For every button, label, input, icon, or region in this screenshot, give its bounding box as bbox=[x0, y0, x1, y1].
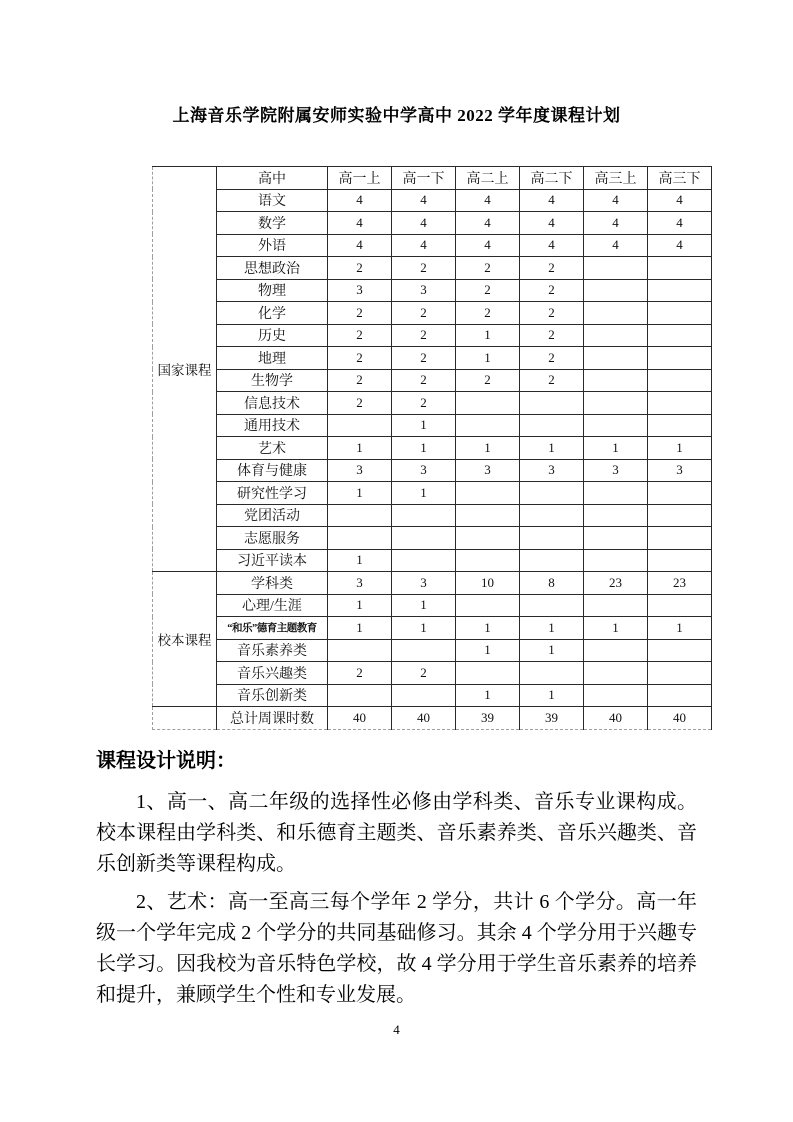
value-cell bbox=[648, 257, 712, 280]
course-name-cell: 语文 bbox=[217, 189, 328, 212]
value-cell: 2 bbox=[456, 369, 520, 392]
value-cell: 2 bbox=[520, 369, 584, 392]
value-cell: 2 bbox=[456, 302, 520, 325]
value-cell bbox=[648, 639, 712, 662]
total-value-cell: 40 bbox=[584, 707, 648, 730]
value-cell: 2 bbox=[328, 369, 392, 392]
value-cell: 1 bbox=[520, 617, 584, 640]
table-row bbox=[153, 392, 712, 415]
value-cell: 2 bbox=[392, 257, 456, 280]
course-name-cell: “和乐”德育主题教育 bbox=[217, 617, 328, 640]
value-cell bbox=[648, 594, 712, 617]
course-name-cell: 生物学 bbox=[217, 369, 328, 392]
value-cell: 2 bbox=[520, 302, 584, 325]
table-row bbox=[153, 234, 712, 257]
value-cell bbox=[648, 279, 712, 302]
value-cell: 1 bbox=[456, 347, 520, 370]
value-cell: 2 bbox=[392, 324, 456, 347]
course-name-cell: 志愿服务 bbox=[217, 527, 328, 550]
value-cell bbox=[648, 302, 712, 325]
header-cell: 高一上 bbox=[328, 167, 392, 190]
value-cell bbox=[328, 639, 392, 662]
course-name-cell: 化学 bbox=[217, 302, 328, 325]
table-row bbox=[153, 504, 712, 527]
table-row bbox=[153, 459, 712, 482]
value-cell: 4 bbox=[648, 189, 712, 212]
value-cell bbox=[648, 527, 712, 550]
value-cell bbox=[456, 662, 520, 685]
value-cell bbox=[584, 414, 648, 437]
course-name-cell: 地理 bbox=[217, 347, 328, 370]
table-row bbox=[153, 279, 712, 302]
course-name-cell: 音乐创新类 bbox=[217, 684, 328, 707]
course-name-cell: 物理 bbox=[217, 279, 328, 302]
value-cell bbox=[328, 527, 392, 550]
note-paragraph-1: 1、高一、高二年级的选择性必修由学科类、音乐专业课构成。校本课程由学科类、和乐德育主题类、音乐素养类、音乐兴趣类、音乐创新类等课程构成。 bbox=[96, 791, 697, 875]
value-cell: 2 bbox=[392, 392, 456, 415]
value-cell: 1 bbox=[520, 684, 584, 707]
value-cell bbox=[520, 549, 584, 572]
header-cell: 高二上 bbox=[456, 167, 520, 190]
value-cell: 1 bbox=[584, 617, 648, 640]
table-row bbox=[153, 527, 712, 550]
course-name-cell: 通用技术 bbox=[217, 414, 328, 437]
value-cell: 2 bbox=[392, 369, 456, 392]
value-cell: 4 bbox=[392, 189, 456, 212]
value-cell: 4 bbox=[392, 212, 456, 235]
value-cell: 3 bbox=[648, 459, 712, 482]
value-cell bbox=[584, 639, 648, 662]
table-row bbox=[153, 617, 712, 640]
page-number: 4 bbox=[393, 1022, 400, 1037]
header-cell: 高三下 bbox=[648, 167, 712, 190]
course-name-cell: 党团活动 bbox=[217, 504, 328, 527]
value-cell: 4 bbox=[584, 234, 648, 257]
group-cell-national: 国家课程 bbox=[153, 167, 217, 572]
total-value-cell: 40 bbox=[648, 707, 712, 730]
value-cell: 2 bbox=[456, 257, 520, 280]
value-cell: 1 bbox=[328, 549, 392, 572]
course-name-cell: 思想政治 bbox=[217, 257, 328, 280]
value-cell bbox=[584, 392, 648, 415]
table-row bbox=[153, 414, 712, 437]
value-cell: 1 bbox=[520, 639, 584, 662]
value-cell: 3 bbox=[392, 459, 456, 482]
table-row bbox=[153, 369, 712, 392]
value-cell: 10 bbox=[456, 572, 520, 595]
value-cell bbox=[584, 662, 648, 685]
curriculum-table-body bbox=[153, 167, 712, 730]
value-cell bbox=[392, 504, 456, 527]
table-row bbox=[153, 594, 712, 617]
table-row bbox=[153, 572, 712, 595]
value-cell: 4 bbox=[520, 234, 584, 257]
value-cell: 23 bbox=[648, 572, 712, 595]
table-row bbox=[153, 639, 712, 662]
value-cell bbox=[456, 482, 520, 505]
value-cell: 4 bbox=[584, 212, 648, 235]
value-cell bbox=[648, 504, 712, 527]
value-cell bbox=[328, 414, 392, 437]
value-cell bbox=[520, 392, 584, 415]
value-cell: 1 bbox=[648, 617, 712, 640]
value-cell bbox=[520, 662, 584, 685]
value-cell: 1 bbox=[392, 414, 456, 437]
course-name-cell: 信息技术 bbox=[217, 392, 328, 415]
course-name-cell: 体育与健康 bbox=[217, 459, 328, 482]
document-title: 上海音乐学院附属安师实验中学高中 2022 学年度课程计划 bbox=[172, 106, 621, 125]
course-name-cell: 学科类 bbox=[217, 572, 328, 595]
value-cell: 1 bbox=[328, 617, 392, 640]
value-cell bbox=[648, 414, 712, 437]
value-cell bbox=[584, 324, 648, 347]
value-cell bbox=[520, 527, 584, 550]
value-cell: 2 bbox=[328, 324, 392, 347]
table-row bbox=[153, 347, 712, 370]
value-cell bbox=[584, 369, 648, 392]
value-cell: 3 bbox=[328, 279, 392, 302]
value-cell bbox=[520, 414, 584, 437]
value-cell bbox=[456, 414, 520, 437]
value-cell bbox=[584, 684, 648, 707]
value-cell: 1 bbox=[392, 482, 456, 505]
value-cell: 2 bbox=[392, 662, 456, 685]
value-cell: 4 bbox=[456, 234, 520, 257]
value-cell bbox=[648, 347, 712, 370]
table-row bbox=[153, 437, 712, 460]
value-cell bbox=[392, 684, 456, 707]
value-cell: 1 bbox=[456, 324, 520, 347]
value-cell: 1 bbox=[328, 437, 392, 460]
value-cell: 1 bbox=[328, 482, 392, 505]
notes-section bbox=[96, 746, 697, 1018]
value-cell: 1 bbox=[456, 437, 520, 460]
total-value-cell: 40 bbox=[392, 707, 456, 730]
total-label-cell: 总计周课时数 bbox=[217, 707, 328, 730]
value-cell: 2 bbox=[328, 347, 392, 370]
table-row bbox=[153, 212, 712, 235]
value-cell bbox=[584, 527, 648, 550]
value-cell: 3 bbox=[520, 459, 584, 482]
value-cell: 2 bbox=[520, 279, 584, 302]
table-row bbox=[153, 167, 712, 190]
value-cell: 1 bbox=[392, 617, 456, 640]
value-cell: 1 bbox=[392, 594, 456, 617]
value-cell: 1 bbox=[456, 639, 520, 662]
value-cell bbox=[648, 392, 712, 415]
value-cell bbox=[648, 549, 712, 572]
value-cell: 1 bbox=[648, 437, 712, 460]
value-cell bbox=[392, 549, 456, 572]
value-cell: 2 bbox=[328, 392, 392, 415]
value-cell bbox=[584, 302, 648, 325]
value-cell: 4 bbox=[584, 189, 648, 212]
value-cell bbox=[584, 482, 648, 505]
value-cell: 4 bbox=[648, 234, 712, 257]
table-row bbox=[153, 302, 712, 325]
value-cell: 4 bbox=[456, 189, 520, 212]
course-name-cell: 习近平读本 bbox=[217, 549, 328, 572]
value-cell: 2 bbox=[456, 279, 520, 302]
total-value-cell: 39 bbox=[520, 707, 584, 730]
value-cell bbox=[584, 257, 648, 280]
total-value-cell: 40 bbox=[328, 707, 392, 730]
value-cell bbox=[520, 504, 584, 527]
value-cell: 4 bbox=[520, 189, 584, 212]
total-value-cell: 39 bbox=[456, 707, 520, 730]
value-cell: 4 bbox=[520, 212, 584, 235]
value-cell: 3 bbox=[456, 459, 520, 482]
value-cell: 4 bbox=[328, 189, 392, 212]
value-cell bbox=[456, 392, 520, 415]
course-name-cell: 外语 bbox=[217, 234, 328, 257]
value-cell: 3 bbox=[328, 572, 392, 595]
value-cell bbox=[584, 504, 648, 527]
value-cell bbox=[328, 684, 392, 707]
value-cell: 3 bbox=[392, 279, 456, 302]
group-cell-school: 校本课程 bbox=[153, 572, 217, 707]
curriculum-table bbox=[152, 166, 712, 730]
table-row bbox=[153, 189, 712, 212]
course-name-cell: 音乐兴趣类 bbox=[217, 662, 328, 685]
header-cell: 高二下 bbox=[520, 167, 584, 190]
table-row bbox=[153, 549, 712, 572]
course-name-cell: 研究性学习 bbox=[217, 482, 328, 505]
value-cell: 2 bbox=[392, 347, 456, 370]
value-cell: 1 bbox=[456, 617, 520, 640]
value-cell: 4 bbox=[392, 234, 456, 257]
value-cell: 2 bbox=[520, 347, 584, 370]
table-row bbox=[153, 684, 712, 707]
course-name-cell: 心理/生涯 bbox=[217, 594, 328, 617]
value-cell: 2 bbox=[328, 257, 392, 280]
header-cell: 高中 bbox=[217, 167, 328, 190]
group-cell-empty bbox=[153, 707, 217, 730]
value-cell: 4 bbox=[648, 212, 712, 235]
value-cell: 1 bbox=[520, 437, 584, 460]
table-row bbox=[153, 707, 712, 730]
value-cell bbox=[456, 527, 520, 550]
value-cell bbox=[328, 504, 392, 527]
value-cell bbox=[456, 504, 520, 527]
value-cell bbox=[392, 639, 456, 662]
value-cell bbox=[648, 684, 712, 707]
value-cell: 2 bbox=[328, 662, 392, 685]
value-cell: 4 bbox=[328, 212, 392, 235]
value-cell: 4 bbox=[456, 212, 520, 235]
value-cell: 2 bbox=[328, 302, 392, 325]
value-cell: 3 bbox=[328, 459, 392, 482]
value-cell: 3 bbox=[584, 459, 648, 482]
value-cell: 2 bbox=[520, 324, 584, 347]
value-cell bbox=[648, 662, 712, 685]
value-cell bbox=[648, 369, 712, 392]
header-cell: 高三上 bbox=[584, 167, 648, 190]
course-name-cell: 音乐素养类 bbox=[217, 639, 328, 662]
notes-heading: 课程设计说明： bbox=[96, 750, 236, 772]
value-cell bbox=[584, 347, 648, 370]
value-cell: 8 bbox=[520, 572, 584, 595]
value-cell: 2 bbox=[520, 257, 584, 280]
value-cell bbox=[584, 279, 648, 302]
value-cell: 1 bbox=[392, 437, 456, 460]
value-cell: 4 bbox=[328, 234, 392, 257]
value-cell: 1 bbox=[328, 594, 392, 617]
course-name-cell: 数学 bbox=[217, 212, 328, 235]
value-cell bbox=[456, 549, 520, 572]
value-cell bbox=[648, 324, 712, 347]
table-row bbox=[153, 482, 712, 505]
table-row bbox=[153, 324, 712, 347]
value-cell bbox=[456, 594, 520, 617]
course-name-cell: 艺术 bbox=[217, 437, 328, 460]
course-name-cell: 历史 bbox=[217, 324, 328, 347]
value-cell bbox=[392, 527, 456, 550]
value-cell bbox=[584, 594, 648, 617]
table-row bbox=[153, 257, 712, 280]
value-cell: 1 bbox=[456, 684, 520, 707]
note-paragraph-2: 2、艺术：高一至高三每个学年 2 学分，共计 6 个学分。高一年级一个学年完成 2 个学分的共同基础修习。其余 4 个学分用于兴趣专长学习。因我校为音乐特色学校，故 4 学分用于学生音乐素养的培养和提升，兼顾学生个性和专业发展。 bbox=[96, 891, 697, 1006]
value-cell: 2 bbox=[392, 302, 456, 325]
value-cell: 1 bbox=[584, 437, 648, 460]
value-cell bbox=[648, 482, 712, 505]
table-row bbox=[153, 662, 712, 685]
value-cell bbox=[520, 594, 584, 617]
value-cell bbox=[584, 549, 648, 572]
value-cell bbox=[520, 482, 584, 505]
value-cell: 3 bbox=[392, 572, 456, 595]
header-cell: 高一下 bbox=[392, 167, 456, 190]
value-cell: 23 bbox=[584, 572, 648, 595]
